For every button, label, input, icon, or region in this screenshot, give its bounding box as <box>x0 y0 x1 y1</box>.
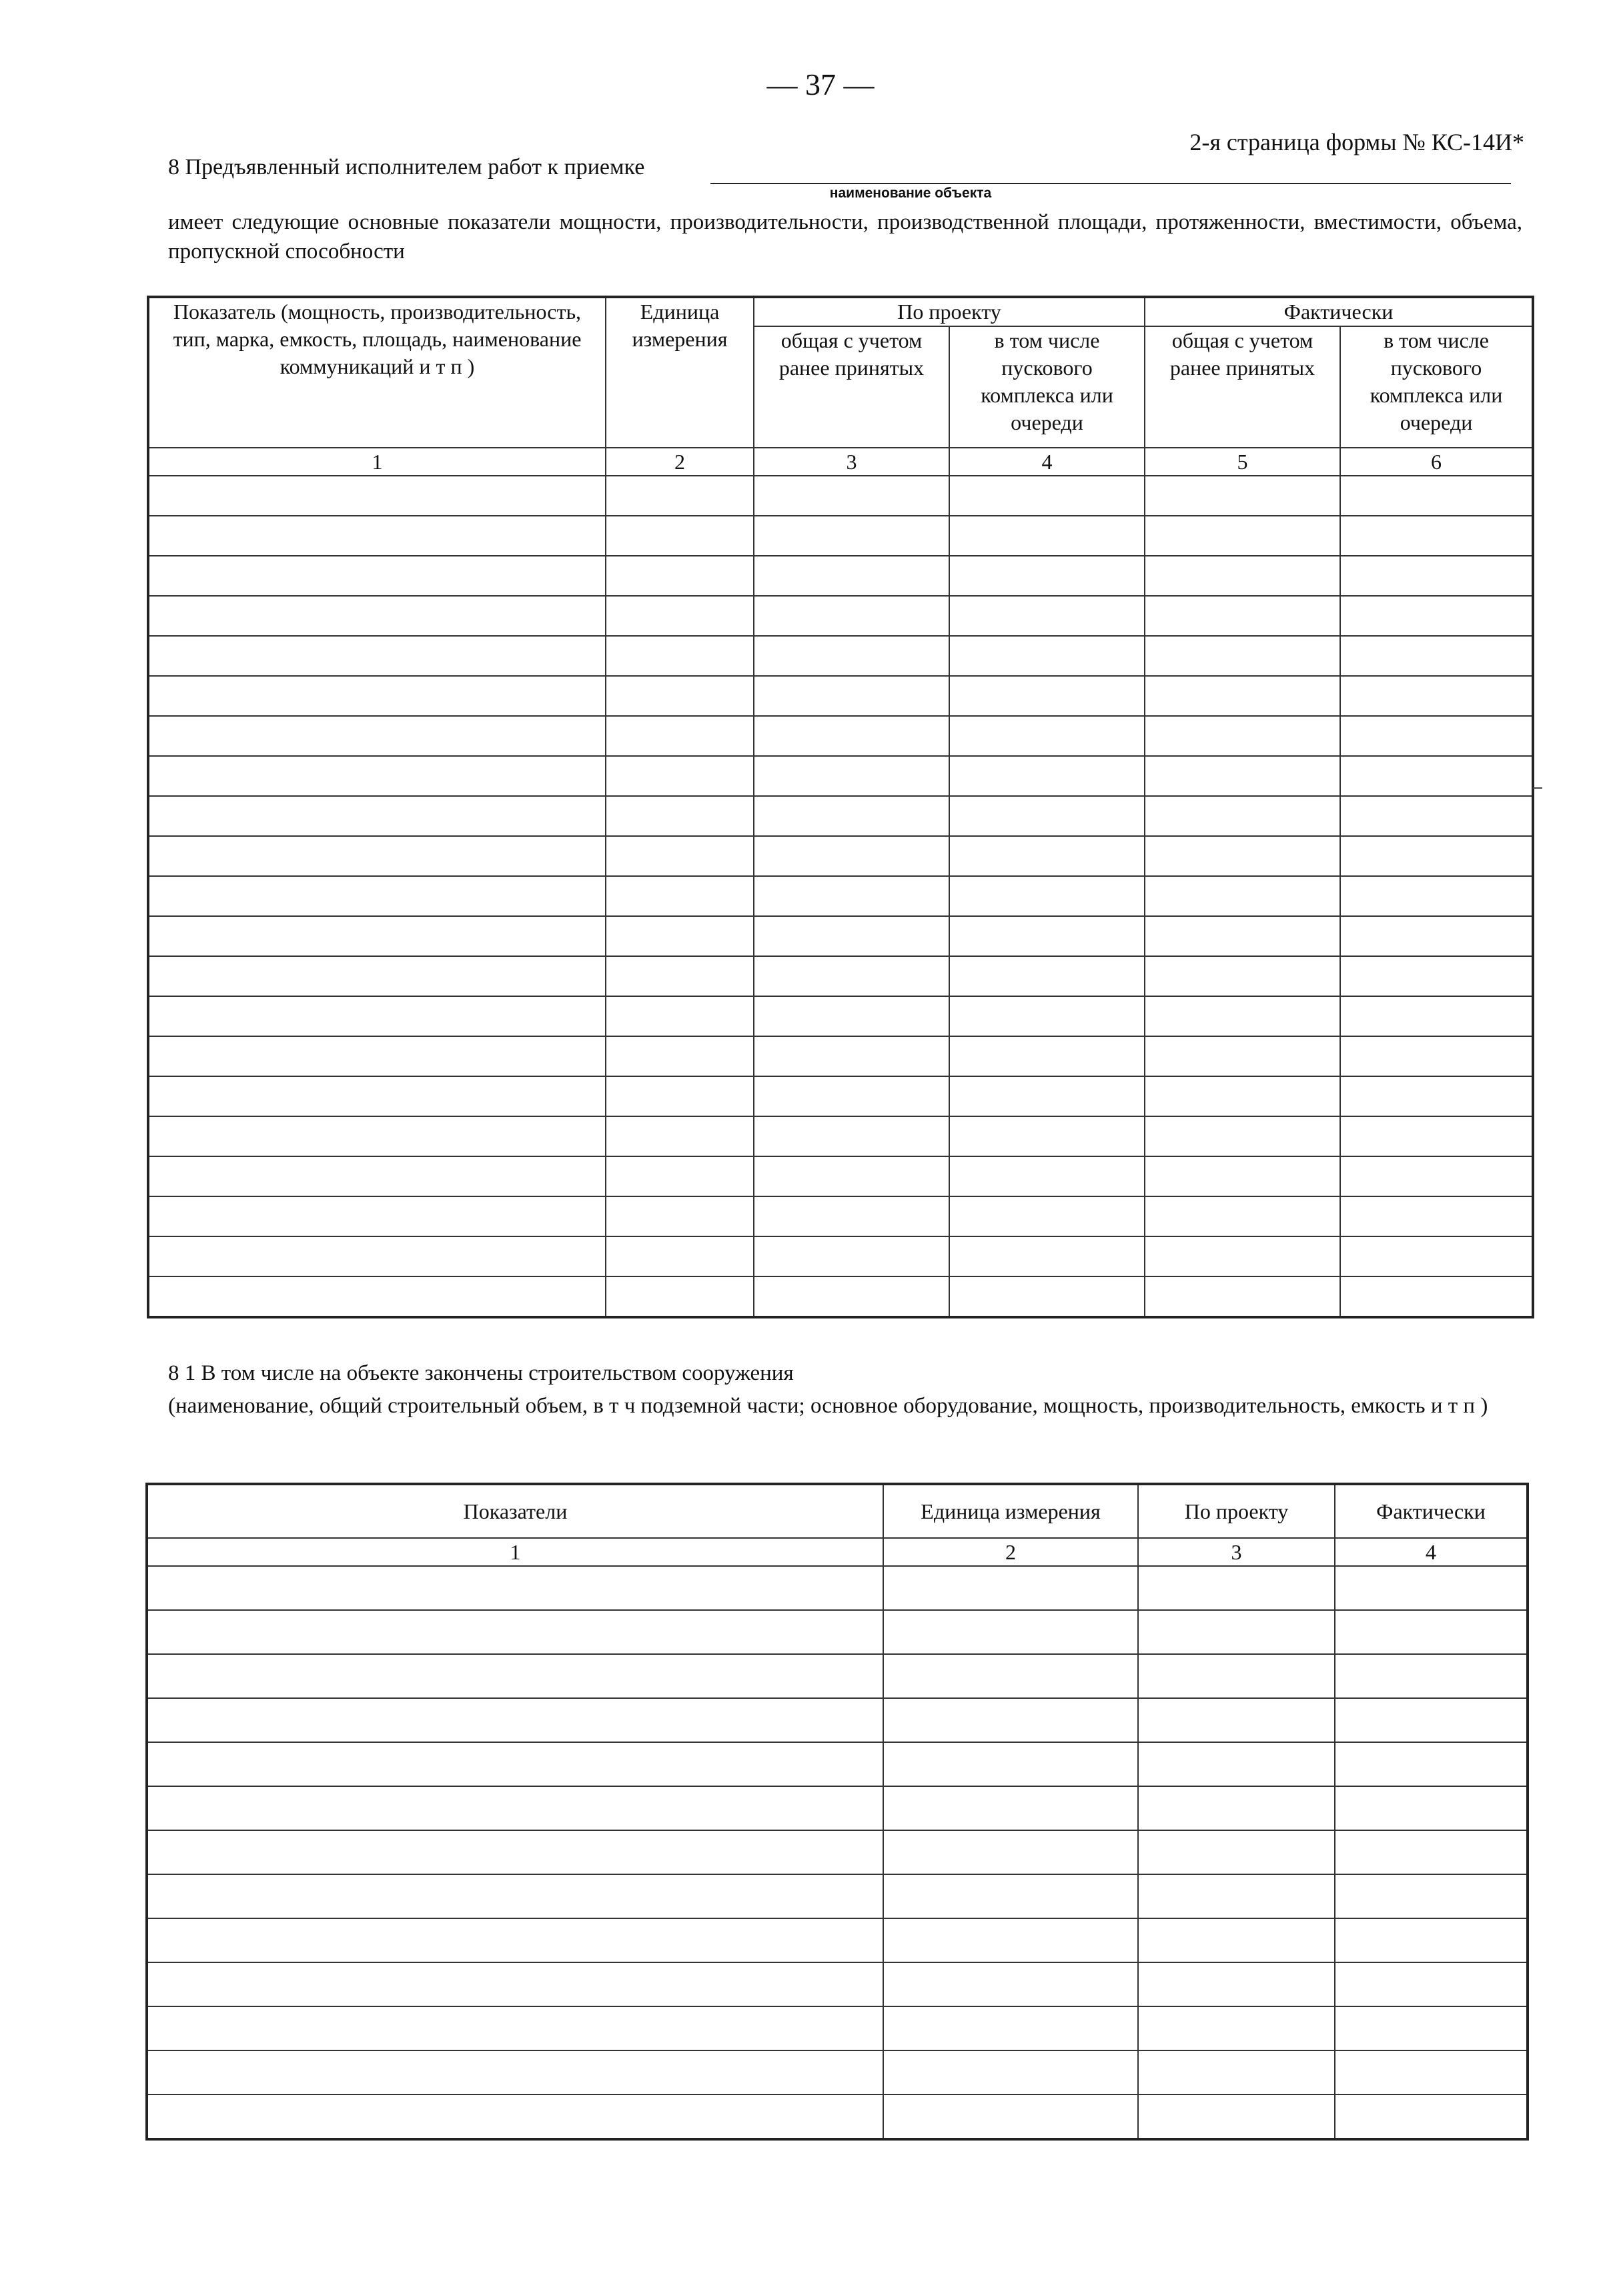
table-cell[interactable] <box>606 636 754 676</box>
table-cell[interactable] <box>754 916 949 956</box>
table-cell[interactable] <box>1335 1786 1528 1830</box>
table-cell[interactable] <box>883 1566 1138 1610</box>
table-row <box>148 916 1533 956</box>
col-number: 2 <box>606 448 754 476</box>
table-cell[interactable] <box>147 2006 883 2050</box>
table-cell[interactable] <box>1335 1654 1528 1698</box>
table-cell[interactable] <box>148 716 606 756</box>
table-row <box>147 1786 1528 1830</box>
table-cell[interactable] <box>754 1276 949 1317</box>
table-cell[interactable] <box>148 996 606 1036</box>
table-cell[interactable] <box>1145 796 1340 836</box>
table-cell[interactable] <box>883 1610 1138 1654</box>
table-cell[interactable] <box>883 2050 1138 2094</box>
table-cell[interactable] <box>949 836 1145 876</box>
table-cell[interactable] <box>1145 596 1340 636</box>
col-number: 6 <box>1340 448 1533 476</box>
table-cell[interactable] <box>1340 1076 1533 1116</box>
table-cell[interactable] <box>148 796 606 836</box>
table-cell[interactable] <box>949 1076 1145 1116</box>
table-cell[interactable] <box>148 1196 606 1236</box>
table-cell[interactable] <box>1145 1036 1340 1076</box>
table-cell[interactable] <box>754 756 949 796</box>
table-cell[interactable] <box>148 956 606 996</box>
table-cell[interactable] <box>1340 516 1533 556</box>
structures-table <box>145 1483 1529 2141</box>
table-cell[interactable] <box>606 876 754 916</box>
table-cell[interactable] <box>1138 2050 1335 2094</box>
table-cell[interactable] <box>1340 1116 1533 1156</box>
table-cell[interactable] <box>1340 556 1533 596</box>
table-cell[interactable] <box>1138 1610 1335 1654</box>
table-cell[interactable] <box>1335 1698 1528 1742</box>
table-row <box>148 1036 1533 1076</box>
table-cell[interactable] <box>1145 876 1340 916</box>
group-actual-header: Фактически <box>1145 297 1533 326</box>
table-cell[interactable] <box>949 756 1145 796</box>
capacity-indicators-table <box>147 296 1534 1318</box>
table-cell[interactable] <box>1138 1874 1335 1918</box>
table-cell[interactable] <box>1335 1566 1528 1610</box>
table-cell[interactable] <box>1340 876 1533 916</box>
sub-total-actual-header: общая с учетом ранее принятых <box>1145 326 1340 448</box>
table-cell[interactable] <box>1138 2094 1335 2139</box>
table-cell[interactable] <box>949 796 1145 836</box>
table-cell[interactable] <box>754 1196 949 1236</box>
table-cell[interactable] <box>1145 1116 1340 1156</box>
col-number: 2 <box>883 1538 1138 1566</box>
table-row <box>147 1918 1528 1962</box>
table-row <box>148 1236 1533 1276</box>
table-cell[interactable] <box>883 1742 1138 1786</box>
table-cell[interactable] <box>1145 1156 1340 1196</box>
table-cell[interactable] <box>949 1236 1145 1276</box>
table-cell[interactable] <box>1340 476 1533 516</box>
table-cell[interactable] <box>754 836 949 876</box>
table-cell[interactable] <box>148 1076 606 1116</box>
table-cell[interactable] <box>1145 756 1340 796</box>
table-cell[interactable] <box>606 756 754 796</box>
table-cell[interactable] <box>606 916 754 956</box>
table-row <box>147 2006 1528 2050</box>
table-cell[interactable] <box>606 556 754 596</box>
table-cell[interactable] <box>883 1830 1138 1874</box>
table-cell[interactable] <box>949 996 1145 1036</box>
table-cell[interactable] <box>1145 1236 1340 1276</box>
table-row <box>147 1566 1528 1610</box>
table-cell[interactable] <box>754 1076 949 1116</box>
table-cell[interactable] <box>148 556 606 596</box>
table-cell[interactable] <box>949 636 1145 676</box>
table-row <box>148 996 1533 1036</box>
table-cell[interactable] <box>1138 1698 1335 1742</box>
table-cell[interactable] <box>949 1276 1145 1317</box>
table-cell[interactable] <box>754 516 949 556</box>
table-row <box>148 956 1533 996</box>
table-cell[interactable] <box>883 2006 1138 2050</box>
page-number: — 37 — <box>766 67 875 101</box>
group-by-project-header: По проекту <box>754 297 1145 326</box>
table-cell[interactable] <box>1335 1874 1528 1918</box>
table-cell[interactable] <box>1138 1830 1335 1874</box>
form-reference: 2-я страница формы № КС-14И* <box>1189 129 1524 155</box>
table-cell[interactable] <box>1138 1918 1335 1962</box>
table-cell[interactable] <box>1340 1156 1533 1196</box>
column-number-row <box>147 1538 1528 1566</box>
table-cell[interactable] <box>1340 636 1533 676</box>
table-cell[interactable] <box>883 1962 1138 2006</box>
table-row <box>148 556 1533 596</box>
col-unit-header: Единица измерения <box>883 1484 1138 1538</box>
table-cell[interactable] <box>606 1276 754 1317</box>
table-cell[interactable] <box>883 1918 1138 1962</box>
table-cell[interactable] <box>148 756 606 796</box>
table-row <box>148 796 1533 836</box>
table-cell[interactable] <box>147 1962 883 2006</box>
table-row <box>148 836 1533 876</box>
table-cell[interactable] <box>949 956 1145 996</box>
table-cell[interactable] <box>1335 1962 1528 2006</box>
object-name-field[interactable] <box>710 183 1511 184</box>
table-cell[interactable] <box>1340 716 1533 756</box>
table-cell[interactable] <box>883 1654 1138 1698</box>
table-row <box>147 2094 1528 2139</box>
table-cell[interactable] <box>1340 756 1533 796</box>
table-cell[interactable] <box>1340 796 1533 836</box>
table-cell[interactable] <box>606 716 754 756</box>
table-row <box>148 1276 1533 1317</box>
table-cell[interactable] <box>754 1236 949 1276</box>
table-cell[interactable] <box>147 1918 883 1962</box>
col-number: 3 <box>754 448 949 476</box>
table-cell[interactable] <box>1145 476 1340 516</box>
col-number: 4 <box>1335 1538 1528 1566</box>
table-cell[interactable] <box>148 836 606 876</box>
table-row <box>148 1156 1533 1196</box>
table-cell[interactable] <box>1340 1036 1533 1076</box>
table-row <box>147 1874 1528 1918</box>
table-row <box>148 676 1533 716</box>
table-cell[interactable] <box>754 476 949 516</box>
table-row <box>148 1116 1533 1156</box>
table-row <box>147 1962 1528 2006</box>
table-cell[interactable] <box>606 996 754 1036</box>
table-cell[interactable] <box>949 476 1145 516</box>
table-cell[interactable] <box>606 516 754 556</box>
table-cell[interactable] <box>606 1116 754 1156</box>
table-cell[interactable] <box>148 1276 606 1317</box>
table-cell[interactable] <box>754 596 949 636</box>
table-row <box>148 1076 1533 1116</box>
table-cell[interactable] <box>949 876 1145 916</box>
table-cell[interactable] <box>949 516 1145 556</box>
table-row <box>148 876 1533 916</box>
table-cell[interactable] <box>949 916 1145 956</box>
table-cell[interactable] <box>606 1036 754 1076</box>
table-row <box>147 1830 1528 1874</box>
table-cell[interactable] <box>949 1036 1145 1076</box>
table-cell[interactable] <box>754 1116 949 1156</box>
table-cell[interactable] <box>754 796 949 836</box>
table-row <box>148 1196 1533 1236</box>
section-8-paragraph: имеет следующие основные показатели мощности, производительности, производственной площади, протяженности, вместимости, объема, пропускной способности <box>168 210 1522 264</box>
sub-startup-project-header: в том числе пускового комплекса или очереди <box>949 326 1145 448</box>
table-cell[interactable] <box>1335 1830 1528 1874</box>
section-8-label: 8 Предъявленный исполнителем работ к приемке <box>168 155 645 179</box>
table-cell[interactable] <box>1138 1786 1335 1830</box>
table-cell[interactable] <box>949 556 1145 596</box>
table-cell[interactable] <box>949 1196 1145 1236</box>
table-cell[interactable] <box>1145 836 1340 876</box>
table-cell[interactable] <box>147 1742 883 1786</box>
table-cell[interactable] <box>606 1156 754 1196</box>
table-cell[interactable] <box>606 476 754 516</box>
table-cell[interactable] <box>883 1698 1138 1742</box>
table-cell[interactable] <box>949 1116 1145 1156</box>
table-row <box>148 636 1533 676</box>
table-cell[interactable] <box>1138 1654 1335 1698</box>
table-cell[interactable] <box>1335 2050 1528 2094</box>
column-number-row <box>148 448 1533 476</box>
table-cell[interactable] <box>754 1036 949 1076</box>
table-cell[interactable] <box>1145 956 1340 996</box>
table-cell[interactable] <box>606 796 754 836</box>
table-cell[interactable] <box>949 676 1145 716</box>
table-row <box>147 1742 1528 1786</box>
table-cell[interactable] <box>606 596 754 636</box>
table-cell[interactable] <box>148 1116 606 1156</box>
table-cell[interactable] <box>1145 716 1340 756</box>
table-cell[interactable] <box>1340 676 1533 716</box>
table-cell[interactable] <box>754 996 949 1036</box>
table-cell[interactable] <box>949 596 1145 636</box>
table-cell[interactable] <box>1340 996 1533 1036</box>
table-cell[interactable] <box>1340 1236 1533 1276</box>
table-cell[interactable] <box>949 716 1145 756</box>
table-cell[interactable] <box>754 636 949 676</box>
col-indicator-header: Показатель (мощность, производительность, тип, марка, емкость, площадь, наименование коммуникаций и т п ) <box>148 297 606 448</box>
table-cell[interactable] <box>1335 2006 1528 2050</box>
section-8-1-label: 8 1 В том числе на объекте закончены строительством сооружения <box>168 1361 794 1385</box>
table-row <box>148 476 1533 516</box>
table-cell[interactable] <box>1138 2006 1335 2050</box>
section-8-1-paragraph: (наименование, общий строительный объем, в т ч подземной части; основное оборудование, мощность, производительность, емкость и т п ) <box>168 1394 1488 1418</box>
table-cell[interactable] <box>1138 1742 1335 1786</box>
table-cell[interactable] <box>1340 836 1533 876</box>
table-cell[interactable] <box>754 676 949 716</box>
col-number: 3 <box>1138 1538 1335 1566</box>
table-cell[interactable] <box>148 476 606 516</box>
table-row <box>148 716 1533 756</box>
col-number: 5 <box>1145 448 1340 476</box>
table-cell[interactable] <box>1145 676 1340 716</box>
table-cell[interactable] <box>147 1830 883 1874</box>
table-cell[interactable] <box>754 876 949 916</box>
table-cell[interactable] <box>147 1566 883 1610</box>
table-cell[interactable] <box>148 876 606 916</box>
table-cell[interactable] <box>147 2094 883 2139</box>
table-cell[interactable] <box>147 1786 883 1830</box>
table-row <box>148 756 1533 796</box>
table-row <box>147 1654 1528 1698</box>
table-cell[interactable] <box>1335 1742 1528 1786</box>
table-cell[interactable] <box>1335 1918 1528 1962</box>
table-cell[interactable] <box>148 1036 606 1076</box>
table-cell[interactable] <box>1340 1196 1533 1236</box>
col-number: 1 <box>147 1538 883 1566</box>
table-cell[interactable] <box>606 1236 754 1276</box>
table-cell[interactable] <box>754 716 949 756</box>
table-cell[interactable] <box>1145 516 1340 556</box>
table-row <box>147 1610 1528 1654</box>
table-cell[interactable] <box>1145 636 1340 676</box>
table-row <box>148 596 1533 636</box>
table-cell[interactable] <box>148 1236 606 1276</box>
sub-total-project-header: общая с учетом ранее принятых <box>754 326 949 448</box>
table-cell[interactable] <box>1145 996 1340 1036</box>
table-cell[interactable] <box>1335 2094 1528 2139</box>
table-cell[interactable] <box>148 676 606 716</box>
col-number: 4 <box>949 448 1145 476</box>
table-cell[interactable] <box>1340 916 1533 956</box>
table-row <box>147 1698 1528 1742</box>
col-by-project-header: По проекту <box>1138 1484 1335 1538</box>
table-cell[interactable] <box>147 2050 883 2094</box>
col-number: 1 <box>148 448 606 476</box>
table-cell[interactable] <box>148 1156 606 1196</box>
table-cell[interactable] <box>1138 1566 1335 1610</box>
table-cell[interactable] <box>147 1874 883 1918</box>
col-actual-header: Фактически <box>1335 1484 1528 1538</box>
table-cell[interactable] <box>606 676 754 716</box>
table-cell[interactable] <box>1340 956 1533 996</box>
table-cell[interactable] <box>148 636 606 676</box>
table-cell[interactable] <box>606 1076 754 1116</box>
table-cell[interactable] <box>883 2094 1138 2139</box>
table-cell[interactable] <box>147 1698 883 1742</box>
table-row <box>148 516 1533 556</box>
table-cell[interactable] <box>754 556 949 596</box>
col-unit-header: Единица измерения <box>606 297 754 448</box>
table-cell[interactable] <box>1145 1076 1340 1116</box>
table-cell[interactable] <box>1340 596 1533 636</box>
sub-startup-actual-header: в том числе пускового комплекса или очереди <box>1340 326 1533 448</box>
table-cell[interactable] <box>883 1786 1138 1830</box>
table-cell[interactable] <box>148 916 606 956</box>
table-cell[interactable] <box>1340 1276 1533 1317</box>
table-cell[interactable] <box>1138 1962 1335 2006</box>
table-cell[interactable] <box>606 956 754 996</box>
table-row <box>147 2050 1528 2094</box>
object-name-caption: наименование объекта <box>829 185 992 201</box>
table-cell[interactable] <box>754 956 949 996</box>
table-cell[interactable] <box>1145 556 1340 596</box>
table-cell[interactable] <box>1145 1196 1340 1236</box>
margin-mark <box>1533 787 1542 789</box>
table-cell[interactable] <box>147 1654 883 1698</box>
table-cell[interactable] <box>606 836 754 876</box>
table-cell[interactable] <box>754 1156 949 1196</box>
table-cell[interactable] <box>1335 1610 1528 1654</box>
table-cell[interactable] <box>949 1156 1145 1196</box>
table-cell[interactable] <box>148 596 606 636</box>
table-cell[interactable] <box>1145 916 1340 956</box>
table-cell[interactable] <box>147 1610 883 1654</box>
table-cell[interactable] <box>606 1196 754 1236</box>
col-indicators-header: Показатели <box>147 1484 883 1538</box>
table-cell[interactable] <box>883 1874 1138 1918</box>
table-cell[interactable] <box>148 516 606 556</box>
table-cell[interactable] <box>1145 1276 1340 1317</box>
